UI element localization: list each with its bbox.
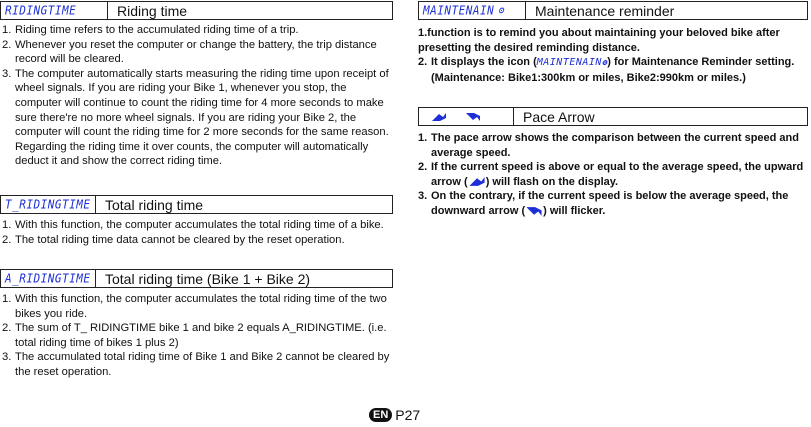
list-item: 2. The sum of T_ RIDINGTIME bike 1 and bike 2 equals A_RIDINGTIME. (i.e. total riding time of bikes 1 plus 2) xyxy=(2,322,387,349)
riding-time-title: Riding time xyxy=(117,2,188,19)
total-riding-time-title: Total riding time xyxy=(105,196,204,213)
total-riding-time-list xyxy=(2,218,394,247)
arrow-up-icon xyxy=(431,111,447,123)
total-riding-time-header xyxy=(0,195,393,214)
maintenance-lcd: MAINTENAIN ⚙ xyxy=(419,2,526,19)
arrow-down-icon xyxy=(465,111,481,123)
riding-time-list xyxy=(2,23,394,169)
list-item: 2. The total riding time data cannot be cleared by the reset operation. xyxy=(2,233,345,246)
list-item: 1. With this function, the computer accumulates the total riding time of a bike. xyxy=(2,219,384,231)
riding-time-lcd: RIDINGTIME xyxy=(1,2,108,19)
aggregate-riding-time-header xyxy=(0,269,393,288)
list-item: 1. The pace arrow shows the comparison between the current speed and average speed. xyxy=(418,132,799,159)
wrench-icon: ⚙ xyxy=(498,4,505,17)
maintenance-list xyxy=(418,26,808,85)
maintenance-header xyxy=(418,1,808,20)
pace-arrow-header xyxy=(418,107,808,126)
list-item: 2. Whenever you reset the computer or change the battery, the trip distance record will be cleared. xyxy=(2,38,377,66)
arrow-up-icon xyxy=(468,175,486,188)
page-footer xyxy=(369,407,420,423)
list-item: 3. On the contrary, if the current speed is below the average speed, the downward arrow ( ) will flicker. xyxy=(418,190,789,217)
aggregate-riding-time-lcd: A_RIDINGTIME xyxy=(1,270,96,287)
wrench-icon: ⚙ xyxy=(601,58,608,68)
arrow-down-icon xyxy=(525,205,543,218)
aggregate-riding-time-title: Total riding time (Bike 1 + Bike 2) xyxy=(105,270,311,287)
list-item: 1. Riding time refers to the accumulated riding time of a trip. xyxy=(2,24,299,36)
pace-arrow-list xyxy=(418,131,808,219)
list-item: 3. The accumulated total riding time of Bike 1 and Bike 2 cannot be cleared by the reset operation. xyxy=(2,351,390,378)
list-item: 2. If the current speed is above or equal to the average speed, the upward arrow ( ) will flash on the display. xyxy=(418,161,804,188)
total-riding-time-lcd: T_RIDINGTIME xyxy=(1,196,96,213)
page-number: P27 xyxy=(395,407,421,423)
list-item: 3. The computer automatically starts measuring the riding time upon receipt of wheel signals. If you are riding your Bike 1, whenever you stop, the computer will continue to count the riding time for 4 more seconds to make sure there're no more wheel signals. If you are riding your Bike 2, the computer will count the riding time for 2 more seconds for the same reason. Regarding the riding time it over counts, the computer will automatically deduct it and show the correct riding time. xyxy=(2,67,389,168)
list-item: 1.function is to remind you about maintaining your beloved bike after presetting the desired reminding distance. xyxy=(418,27,780,54)
pace-arrow-title: Pace Arrow xyxy=(523,108,595,125)
pace-arrow-icons xyxy=(419,108,514,125)
list-item: 2. It displays the icon (MAINTENAIN⚙) for Maintenance Reminder setting. (Maintenance: Bike1:300km or miles, Bike2:990km or miles.) xyxy=(418,56,795,84)
maintenance-title: Maintenance reminder xyxy=(535,2,675,19)
aggregate-riding-time-list xyxy=(2,292,394,380)
list-item: 1. With this function, the computer accumulates the total riding time of the two bikes you ride. xyxy=(2,293,387,320)
language-badge: EN xyxy=(369,408,392,422)
riding-time-header xyxy=(0,1,393,20)
